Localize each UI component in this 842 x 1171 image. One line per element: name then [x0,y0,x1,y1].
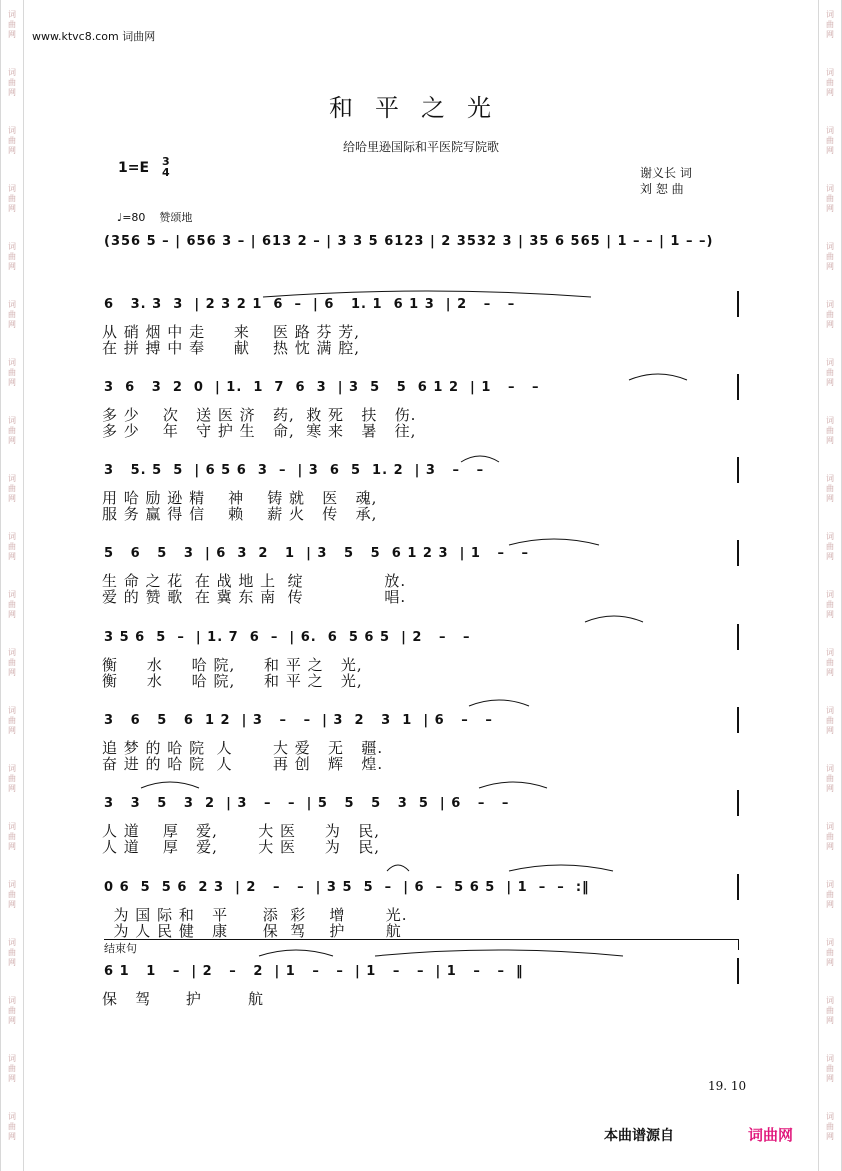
margin-watermark: 词 曲 网 [826,590,834,619]
bar-line [737,790,739,816]
margin-watermark: 词 曲 网 [826,68,834,97]
intro-notes: (356 5 – | 656 3 – | 613 2 – | 3 3 5 6123 | 2 3532 3 | 35 6 565 | 1 – – | 1 – –) [104,234,714,249]
slur-mark [140,779,200,789]
coda-label: 结束句 [104,942,137,955]
song-title: 和平之光 [329,94,513,122]
margin-watermark: 词 曲 网 [8,242,16,271]
margin-watermark: 词 曲 网 [8,938,16,967]
margin-watermark: 词 曲 网 [826,10,834,39]
margin-watermark: 词 曲 网 [8,880,16,909]
slur-mark [584,613,644,623]
lyric-verse-2: 衡 水 哈 院, 和 平 之 光, [102,672,363,690]
margin-watermark: 词 曲 网 [826,996,834,1025]
slur-mark [508,536,600,546]
lyric-verse-1: 从 硝 烟 中 走 来 医 路 芬 芳, [102,323,361,341]
margin-watermark: 词 曲 网 [8,764,16,793]
margin-watermark: 词 曲 网 [826,938,834,967]
bar-line [737,958,739,984]
bar-line [737,457,739,483]
notation-row: 6 1 1 – | 2 – 2 | 1 – – | 1 – – | 1 – – ‖ [104,964,524,979]
source-label: 本曲谱源自 [604,1128,674,1144]
lyric-verse-1: 生 命 之 花 在 战 地 上 绽 放. [102,572,407,590]
margin-watermark: 词 曲 网 [8,416,16,445]
margin-watermark: 词 曲 网 [8,822,16,851]
margin-watermark: 词 曲 网 [8,1112,16,1141]
margin-watermark: 词 曲 网 [826,358,834,387]
margin-watermark: 词 曲 网 [826,648,834,677]
lyric-verse-1: 追 梦 的 哈 院 人 大 爱 无 疆. [102,739,384,757]
slur-mark [628,371,688,381]
slur-mark [386,862,410,872]
lyric-verse-2: 多 少 年 守 护 生 命, 寒 来 暑 往, [102,422,417,440]
margin-watermark: 词 曲 网 [8,474,16,503]
margin-watermark: 词 曲 网 [826,1112,834,1141]
notation-row: 6 3. 3 3 | 2 3 2 1 6 – | 6 1. 1 6 1 3 | 2 – – [104,297,516,312]
notation-row: 3 5. 5 5 | 6 5 6 3 – | 3 6 5 1. 2 | 3 – – [104,463,485,478]
margin-watermark: 词 曲 网 [826,822,834,851]
margin-watermark: 词 曲 网 [826,126,834,155]
slur-mark [478,779,548,789]
bar-line [737,374,739,400]
notation-row: 3 6 5 6 1 2 | 3 – – | 3 2 3 1 | 6 – – [104,713,493,728]
margin-watermark: 词 曲 网 [826,416,834,445]
margin-watermark: 词 曲 网 [826,300,834,329]
margin-watermark: 词 曲 网 [826,184,834,213]
margin-watermark: 词 曲 网 [8,1054,16,1083]
margin-watermark: 词 曲 网 [8,300,16,329]
bar-line [737,874,739,900]
slur-mark [460,453,500,463]
margin-watermark: 词 曲 网 [826,532,834,561]
lyric-verse-1: 保 驾 护 航 [102,990,265,1008]
lyric-verse-2: 爱 的 赞 歌 在 冀 东 南 传 唱. [102,588,407,606]
bar-line [737,291,739,317]
notation-row: 3 3 5 3 2 | 3 – – | 5 5 5 3 5 | 6 – – [104,796,510,811]
margin-watermark: 词 曲 网 [8,648,16,677]
margin-watermark: 词 曲 网 [826,880,834,909]
bar-line [737,707,739,733]
lyric-verse-2: 人 道 厚 爱, 大 医 为 民, [102,838,380,856]
slur-mark [508,862,614,872]
margin-watermark: 词 曲 网 [8,590,16,619]
margin-watermark: 词 曲 网 [8,126,16,155]
notation-row: 0 6 5 5 6 2 3 | 2 – – | 3 5 5 – | 6 – 5 6 5 | 1 – – :‖ [104,880,590,895]
margin-watermark: 词 曲 网 [8,10,16,39]
margin-watermark: 词 曲 网 [8,184,16,213]
key-signature: 1=E [118,160,150,176]
song-subtitle: 给哈里逊国际和平医院写院歌 [342,140,499,154]
margin-watermark: 词 曲 网 [8,996,16,1025]
margin-watermark: 词 曲 网 [8,358,16,387]
lyric-verse-1: 衡 水 哈 院, 和 平 之 光, [102,656,363,674]
margin-watermark: 词 曲 网 [826,1054,834,1083]
lyric-verse-2: 服 务 赢 得 信 赖 薪 火 传 承, [102,505,378,523]
notation-row: 3 5 6 5 – | 1. 7 6 – | 6. 6 5 6 5 | 2 – – [104,630,471,645]
lyric-verse-1: 人 道 厚 爱, 大 医 为 民, [102,822,380,840]
notation-row: 5 6 5 3 | 6 3 2 1 | 3 5 5 6 1 2 3 | 1 – – [104,546,530,561]
bar-line [737,540,739,566]
lyric-verse-1: 多 少 次 送 医 济 药, 救 死 扶 伤. [102,406,417,424]
coda-bracket [104,939,739,950]
margin-watermark: 词 曲 网 [8,706,16,735]
slur-mark [262,288,592,298]
notation-row: 3 6 3 2 0 | 1. 1 7 6 3 | 3 5 5 6 1 2 | 1 – – [104,380,540,395]
margin-watermark: 词 曲 网 [826,764,834,793]
margin-watermark: 词 曲 网 [826,474,834,503]
margin-watermark: 词 曲 网 [826,242,834,271]
lyricist-credit: 谢义长 词 [640,166,692,180]
lyric-verse-2: 为 人 民 健 康 保 驾 护 航 [102,922,402,940]
tempo-marking: ♩=80 赞颂地 [117,211,193,224]
bar-line [737,624,739,650]
lyric-verse-1: 为 国 际 和 平 添 彩 增 光. [102,906,408,924]
composer-credit: 刘 恕 曲 [640,182,684,196]
margin-watermark: 词 曲 网 [8,68,16,97]
margin-watermark: 词 曲 网 [8,532,16,561]
right-margin-strip [818,0,842,1171]
time-signature: 3 4 [162,155,170,179]
lyric-verse-2: 奋 进 的 哈 院 人 再 创 辉 煌. [102,755,384,773]
left-margin-strip [0,0,24,1171]
lyric-verse-2: 在 拼 搏 中 奉 献 热 忱 满 腔, [102,339,361,357]
date: 19. 10 [708,1079,747,1093]
lyric-verse-1: 用 哈 励 逊 精 神 铸 就 医 魂, [102,489,378,507]
margin-watermark: 词 曲 网 [826,706,834,735]
brand-logo[interactable]: 词曲网 [748,1126,794,1144]
site-url[interactable]: www.ktvc8.com 词曲网 [32,30,156,43]
slur-mark [468,697,530,707]
